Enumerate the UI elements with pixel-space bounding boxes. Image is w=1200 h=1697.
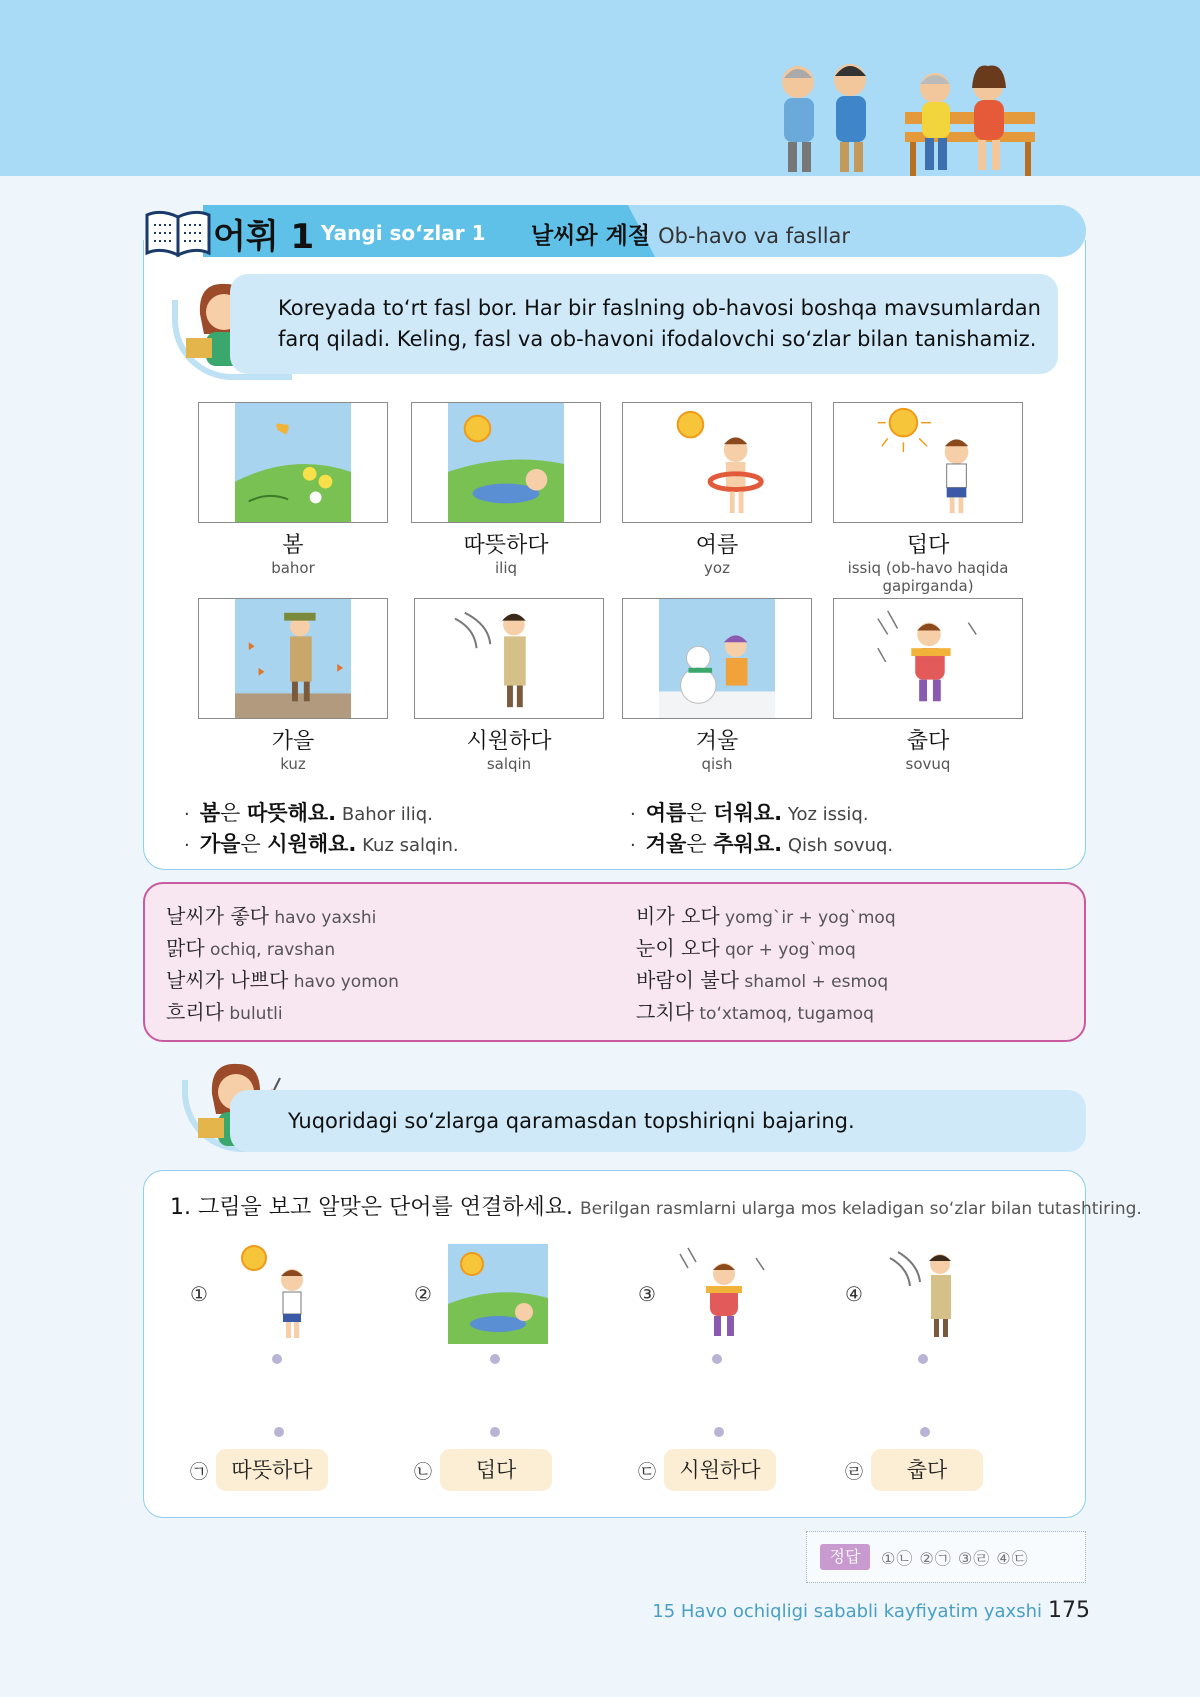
picture-number: ① — [190, 1282, 208, 1306]
expression-item: 맑다 ochiq, ravshan — [166, 936, 336, 960]
page-footer — [652, 1598, 1090, 1623]
vocab-word-uzbek: issiq (ob-havo haqida gapirganda) — [847, 559, 1009, 595]
summer-picture — [622, 402, 812, 523]
picture-number: ④ — [845, 1282, 863, 1306]
answer-label: 정답 — [820, 1544, 870, 1570]
expression-item: 날씨가 좋다 havo yaxshi — [166, 904, 377, 928]
match-dot[interactable] — [712, 1354, 722, 1364]
vocab-word-korean: 따뜻하다 — [463, 533, 549, 558]
example-sentence: · 봄은 따뜻해요. Bahor iliq. — [184, 801, 433, 825]
section-header — [143, 205, 1086, 257]
topic-korean: 날씨와 계절 — [531, 223, 651, 249]
choice-mark: ㉣ — [845, 1462, 863, 1483]
cold-picture — [672, 1244, 772, 1344]
vocab-word-uzbek: kuz — [280, 755, 306, 773]
choice-mark: ㉡ — [414, 1462, 432, 1483]
match-dot[interactable] — [714, 1427, 724, 1437]
expression-item: 그치다 to‘xtamoq, tugamoq — [636, 1000, 874, 1024]
picture-number: ② — [414, 1282, 432, 1306]
vocab-word-uzbek: iliq — [494, 559, 518, 577]
vocab-word-korean: 여름 — [695, 533, 739, 558]
example-sentence: · 여름은 더워요. Yoz issiq. — [630, 801, 869, 825]
match-dot[interactable] — [490, 1354, 500, 1364]
section-topic — [531, 217, 850, 250]
vocab-word-uzbek: qish — [701, 755, 733, 773]
section-title-uzbek: Yangi so‘zlar 1 — [321, 221, 486, 245]
hot-picture — [833, 402, 1023, 523]
match-dot[interactable] — [918, 1354, 928, 1364]
vocab-word-korean: 덥다 — [906, 533, 950, 558]
spring-picture — [198, 402, 388, 523]
vocab-word-korean: 시원하다 — [466, 729, 552, 754]
expression-item: 눈이 오다 qor + yog`moq — [636, 936, 856, 960]
people-on-bench-illustration — [760, 52, 1040, 176]
choice-cool[interactable]: 시원하다 — [664, 1449, 776, 1491]
example-sentence: · 가을은 시원해요. Kuz salqin. — [184, 832, 459, 856]
vocab-word-uzbek: yoz — [704, 559, 730, 577]
autumn-picture — [198, 598, 388, 719]
instruction-speech-bubble — [230, 1090, 1086, 1152]
intro-line-2: farq qiladi. Keling, fasl va ob-havoni ifodalovchi so‘zlar bilan tanishamiz. — [278, 327, 1037, 351]
match-dot[interactable] — [490, 1427, 500, 1437]
match-dot[interactable] — [274, 1427, 284, 1437]
match-dot[interactable] — [272, 1354, 282, 1364]
answer-key — [806, 1531, 1086, 1583]
topic-uzbek: Ob-havo va fasllar — [658, 224, 851, 248]
exercise-title: 1. 그림을 보고 알맞은 단어를 연결하세요. Berilgan rasmlarni ularga mos keladigan so‘zlar bilan tutashtiring. — [170, 1195, 1142, 1220]
expression-item: 비가 오다 yomg`ir + yog`moq — [636, 904, 896, 928]
page-number: 175 — [1048, 1598, 1090, 1623]
cool-picture — [414, 598, 604, 719]
cold-picture — [833, 598, 1023, 719]
choice-hot[interactable]: 덥다 — [440, 1449, 552, 1491]
answer-text: ①㉡ ②㉠ ③㉣ ④㉢ — [881, 1549, 1029, 1568]
example-sentence: · 겨울은 추워요. Qish sovuq. — [630, 832, 894, 856]
choice-mark: ㉢ — [638, 1462, 656, 1483]
vocab-word-uzbek: salqin — [486, 755, 532, 773]
instruction-text: Yuqoridagi so‘zlarga qaramasdan topshiriqni bajaring. — [288, 1109, 855, 1133]
chapter-title: 15 Havo ochiqligi sababli kayfiyatim yaxshi — [652, 1601, 1042, 1622]
match-dot[interactable] — [920, 1427, 930, 1437]
warm-picture — [448, 1244, 548, 1344]
book-icon — [143, 207, 213, 259]
expression-item: 날씨가 나쁘다 havo yomon — [166, 968, 399, 992]
winter-picture — [622, 598, 812, 719]
vocab-word-korean: 춥다 — [906, 729, 950, 754]
vocab-word-korean: 봄 — [282, 533, 304, 558]
choice-cold[interactable]: 춥다 — [871, 1449, 983, 1491]
vocab-word-uzbek: sovuq — [905, 755, 951, 773]
intro-speech-bubble — [230, 274, 1058, 374]
expression-item: 흐리다 bulutli — [166, 1000, 283, 1024]
intro-line-1: Koreyada to‘rt fasl bor. Har bir faslning ob-havosi boshqa mavsumlardan — [278, 296, 1041, 320]
picture-number: ③ — [638, 1282, 656, 1306]
expression-item: 바람이 불다 shamol + esmoq — [636, 968, 889, 992]
section-title-korean: 어휘 1 — [213, 217, 315, 257]
hot-picture — [228, 1242, 328, 1342]
choice-warm[interactable]: 따뜻하다 — [216, 1449, 328, 1491]
cool-picture — [880, 1244, 980, 1344]
vocab-word-korean: 가을 — [271, 729, 315, 754]
choice-mark: ㉠ — [190, 1462, 208, 1483]
vocab-word-korean: 겨울 — [695, 729, 739, 754]
vocab-word-uzbek: bahor — [271, 559, 315, 577]
warm-picture — [411, 402, 601, 523]
